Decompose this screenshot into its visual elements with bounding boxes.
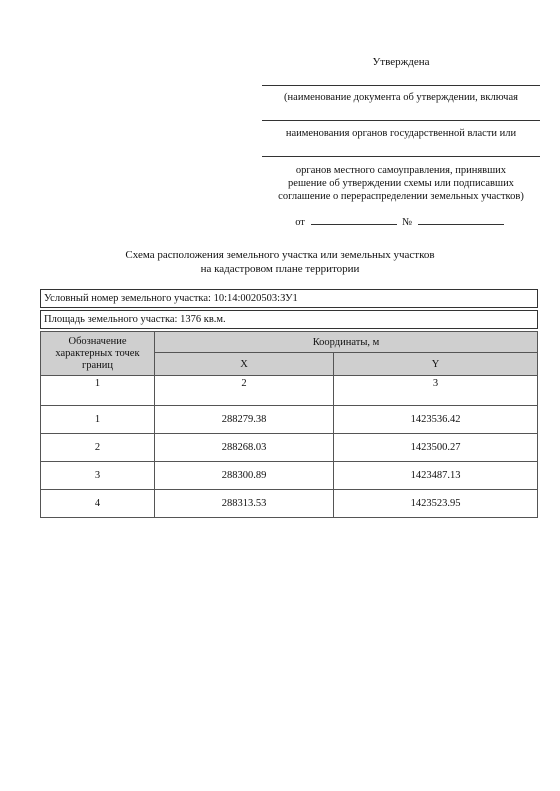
y-coordinate: 1423500.27 bbox=[334, 434, 538, 462]
x-coordinate: 288268.03 bbox=[155, 434, 334, 462]
point-label: 3 bbox=[41, 462, 155, 490]
approval-date-number-line bbox=[262, 214, 540, 228]
x-coordinate: 288300.89 bbox=[155, 462, 334, 490]
approval-title: Утверждена bbox=[372, 56, 430, 68]
y-coordinate: 1423523.95 bbox=[334, 490, 538, 518]
approval-text-line3a: органов местного самоуправления, принявших bbox=[295, 165, 507, 176]
table-row bbox=[41, 434, 538, 462]
number-blank bbox=[418, 214, 504, 225]
x-coordinate: 288313.53 bbox=[155, 490, 334, 518]
point-label: 4 bbox=[41, 490, 155, 518]
date-prefix: от bbox=[295, 217, 305, 228]
fill-line bbox=[262, 85, 540, 86]
header-coords: Координаты, м bbox=[155, 332, 538, 353]
conditional-number-box: Условный номер земельного участка: 10:14:0020503:ЗУ1 bbox=[40, 289, 538, 308]
fill-line bbox=[262, 156, 540, 157]
column-number: 2 bbox=[155, 376, 334, 406]
approval-text-line3c: соглашение о перераспределении земельных участков) bbox=[278, 191, 524, 202]
scheme-title-line1: Схема расположения земельного участка или земельных участков bbox=[125, 249, 435, 261]
point-label: 2 bbox=[41, 434, 155, 462]
coordinates-table bbox=[40, 331, 538, 518]
table-row bbox=[41, 406, 538, 434]
header-points: Обозначение характерных точек границ bbox=[41, 332, 155, 376]
column-number: 3 bbox=[334, 376, 538, 406]
column-number-row bbox=[41, 376, 538, 406]
column-number: 1 bbox=[41, 376, 155, 406]
approval-text-line1: (наименование документа об утверждении, включая bbox=[284, 92, 518, 103]
header-y: Y bbox=[334, 353, 538, 376]
y-coordinate: 1423487.13 bbox=[334, 462, 538, 490]
scheme-title-line2: на кадастровом плане территории bbox=[200, 263, 360, 275]
y-coordinate: 1423536.42 bbox=[334, 406, 538, 434]
parcel-section bbox=[40, 289, 538, 518]
header-x: X bbox=[155, 353, 334, 376]
table-row bbox=[41, 462, 538, 490]
number-prefix: № bbox=[402, 217, 413, 228]
approval-text-line3b: решение об утверждении схемы или подписавших bbox=[288, 178, 514, 189]
area-box: Площадь земельного участка: 1376 кв.м. bbox=[40, 310, 538, 329]
date-blank bbox=[311, 214, 397, 225]
scheme-title bbox=[60, 248, 500, 276]
point-label: 1 bbox=[41, 406, 155, 434]
table-row bbox=[41, 490, 538, 518]
fill-line bbox=[262, 120, 540, 121]
x-coordinate: 288279.38 bbox=[155, 406, 334, 434]
approval-text-line2: наименования органов государственной власти или bbox=[285, 128, 517, 139]
